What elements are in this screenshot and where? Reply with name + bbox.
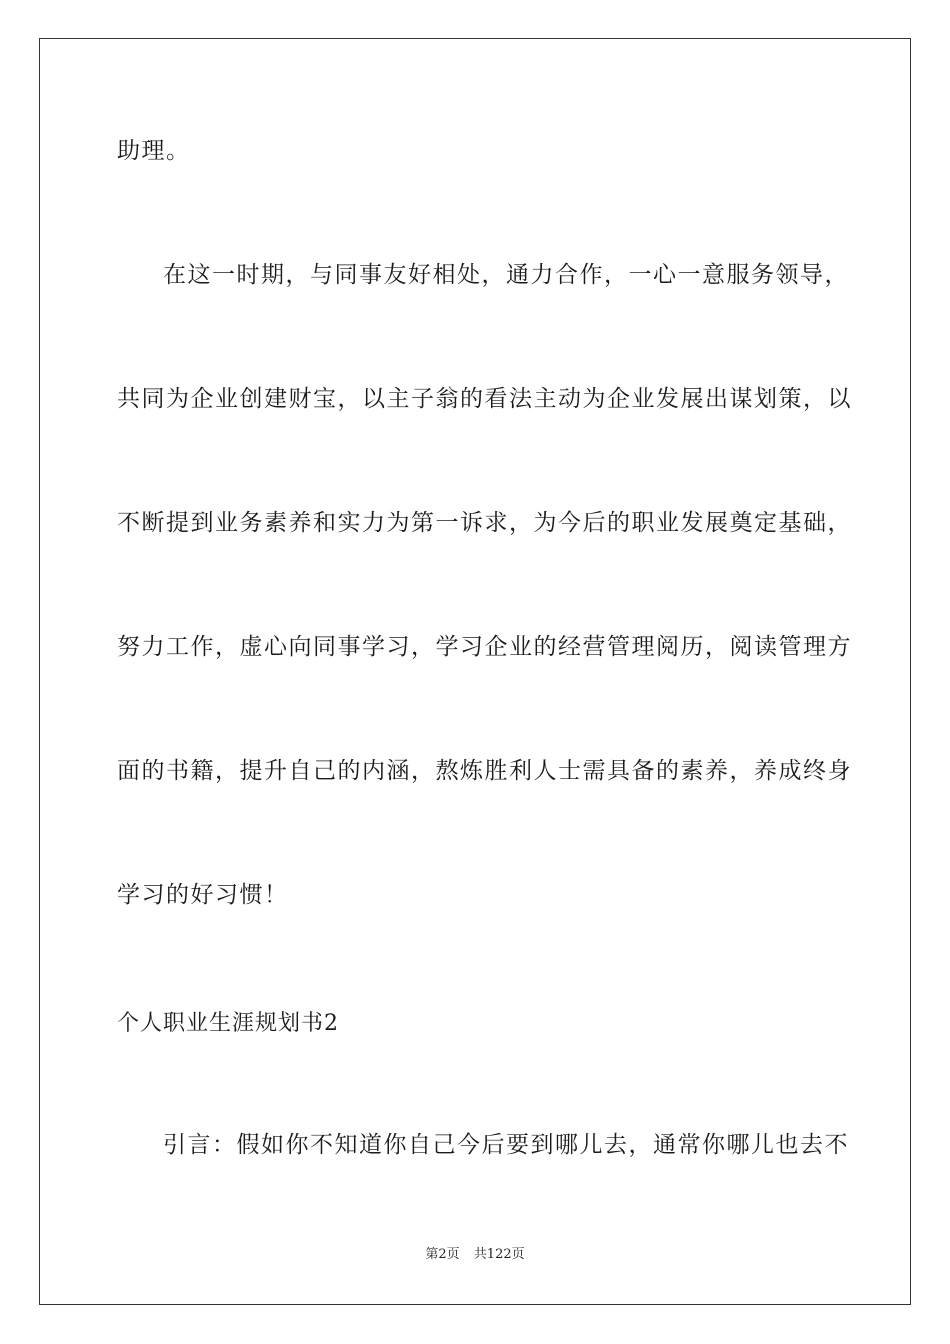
paragraph-line-7: 学习的好习惯！ [117,882,289,908]
paragraph-line-6: 面的书籍，提升自己的内涵，熬炼胜利人士需具备的素养，养成终身 [117,758,852,784]
paragraph-line-1: 助理。 [117,138,191,164]
page-border [39,38,911,1305]
paragraph-line-5: 努力工作，虚心向同事学习，学习企业的经营管理阅历，阅读管理方 [117,634,852,660]
page-number: 第2页 [425,1247,460,1262]
paragraph-line-8: 引言：假如你不知道你自己今后要到哪儿去，通常你哪儿也去不 [163,1132,849,1158]
section-heading: 个人职业生涯规划书2 [117,1011,339,1036]
paragraph-line-3: 共同为企业创建财宝，以主子翁的看法主动为企业发展出谋划策，以 [117,386,852,412]
paragraph-line-4: 不断提到业务素养和实力为第一诉求，为今后的职业发展奠定基础， [117,510,852,536]
paragraph-line-2: 在这一时期，与同事友好相处，通力合作，一心一意服务领导， [163,262,849,288]
page-footer [0,1246,950,1264]
total-pages: 共122页 [473,1247,525,1262]
